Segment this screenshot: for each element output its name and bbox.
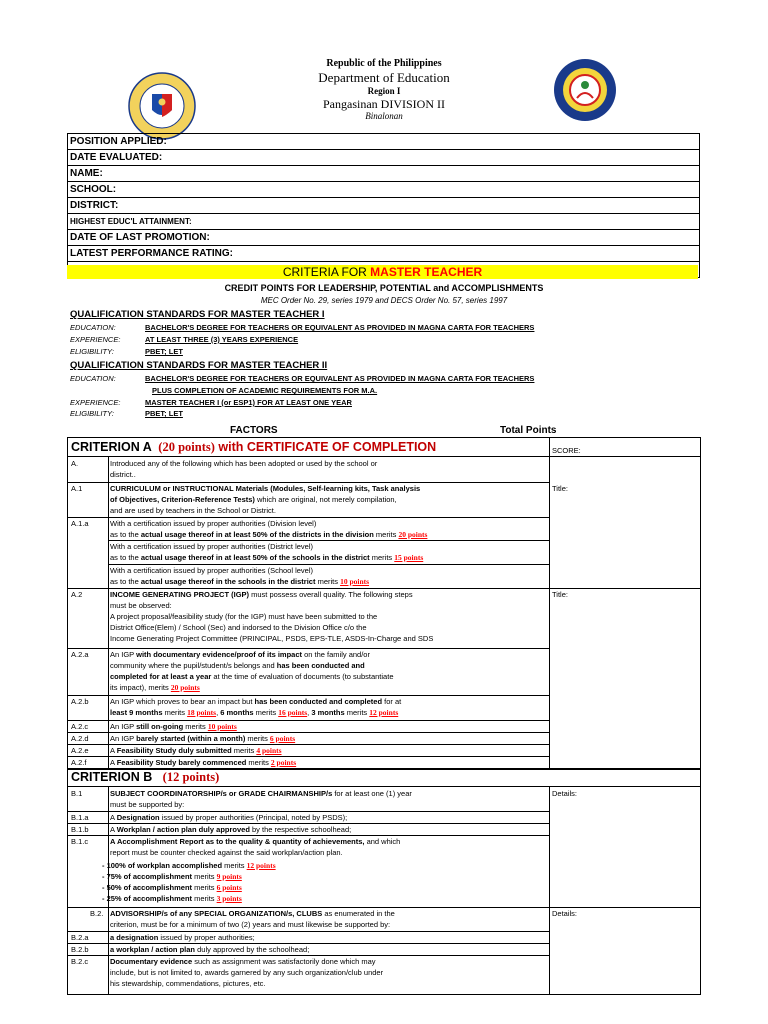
qs1-experience-value: AT LEAST THREE (3) YEARS EXPERIENCE (145, 335, 299, 344)
qs1-experience-label: EXPERIENCE: (70, 335, 121, 344)
points-value: 4 points (256, 746, 282, 755)
row-code: A.2.d (71, 734, 89, 743)
row-text-bold: with documentary evidence/proof of its impact (136, 650, 303, 659)
row-text-line: Introduced any of the following which has been adopted or used by the school or (110, 459, 378, 468)
points-value: 10 points (207, 722, 237, 731)
criterion-a-table (67, 437, 701, 770)
mec-order-line: MEC Order No. 29, series 1979 and DECS Order No. 57, series 1997 (260, 296, 508, 305)
row-text-line: merits (192, 883, 217, 892)
row-text-line: merits (192, 872, 217, 881)
row-code: B.2. (90, 909, 104, 918)
row-text (110, 518, 550, 540)
row-code: A.2 (71, 590, 83, 599)
qs2-eligibility-value: PBET; LET (145, 409, 183, 418)
row-text-line: With a certification issued by proper authorities (Division level) (110, 519, 317, 528)
code-column-divider (108, 456, 109, 769)
row-text-line: An IGP (110, 734, 137, 743)
details-label: Details: (552, 909, 578, 918)
row-text-bold: 3 months (311, 708, 345, 717)
row-text-bold: of Objectives, Criterion-Reference Tests) (110, 495, 255, 504)
qs1-experience-row (70, 335, 710, 346)
points-value: 6 points (269, 734, 296, 743)
district-field[interactable]: DISTRICT: (68, 198, 699, 214)
row-text-line: must be supported by: (110, 800, 185, 809)
qs2-experience-label: EXPERIENCE: (70, 398, 121, 407)
row-text-line: merits (162, 708, 188, 717)
row-text-bold: has been conducted and completed (254, 697, 383, 706)
row-text-bold: least 9 months (110, 708, 163, 717)
row-text-bold: Documentary evidence (110, 957, 193, 966)
row-text (110, 932, 550, 943)
row-text-bold: A Accomplishment Report as to the quality & quantity of achievements, (110, 837, 365, 846)
points-value: 16 points (278, 708, 308, 717)
row-text-line: criterion, must be for a minimum of two (2) years and must likewise be supported by: (110, 920, 391, 929)
row-text-bold: actual usage thereof in at least 50% of the districts in the division (140, 530, 374, 539)
row-text-line: issued by proper authorities; (158, 933, 255, 942)
criterion-a-label: CRITERION A (71, 440, 152, 454)
row-text-line: A (110, 825, 117, 834)
row-divider (68, 786, 700, 787)
row-text-line: his stewardship, commendations, pictures, etc. (110, 979, 266, 988)
name-field[interactable]: NAME: (68, 166, 699, 182)
title-label: Title: (552, 590, 568, 599)
division-line: Pangasinan DIVISION II (323, 97, 445, 111)
row-text-bold: SUBJECT COORDINATORSHIP/s or GRADE CHAIRMANSHIP/s (110, 789, 333, 798)
row-text-bold: a workplan / action plan (110, 945, 196, 954)
row-code: B.2.a (71, 933, 89, 942)
row-text-line: An IGP (110, 650, 137, 659)
row-text-line: merits (246, 758, 271, 767)
qs2-experience-row (70, 398, 710, 409)
row-code: B.1.b (71, 825, 89, 834)
row-text (110, 649, 550, 693)
qs2-education-value-2: PLUS COMPLETION OF ACADEMIC REQUIREMENTS FOR M.A. (152, 386, 378, 395)
row-text-line: as to the (110, 553, 141, 562)
row-code: A.1.a (71, 519, 89, 528)
date-evaluated-field[interactable]: DATE EVALUATED: (68, 150, 699, 166)
score-label: SCORE: (552, 446, 581, 455)
row-text-line: report must be counter checked against the said workplan/action plan. (110, 848, 343, 857)
letterhead (0, 58, 768, 122)
row-text-bold: Feasibility Study duly submitted (116, 746, 232, 755)
row-text-line: for at (382, 697, 402, 706)
qs1-eligibility-label: ELIGIBILITY: (70, 347, 114, 356)
row-text-bold: INCOME GENERATING PROJECT (IGP) (110, 590, 250, 599)
row-text-line: such as assignment was satisfactorily done which may (192, 957, 376, 966)
row-text-line: its impact), merits (110, 683, 171, 692)
row-text-line: merits (369, 553, 395, 562)
row-text-line: merits (344, 708, 370, 717)
row-text-line: community where the pupil/student/s belongs and (110, 661, 277, 670)
row-text (110, 745, 550, 756)
row-text-bold: has been conducted and (276, 661, 365, 670)
region-line: Region I (367, 86, 401, 96)
row-text-line: for at least one (1) year (332, 789, 412, 798)
qs1-heading: QUALIFICATION STANDARDS FOR MASTER TEACHER I (70, 309, 325, 320)
highest-educ-field[interactable]: HIGHEST EDUC'L ATTAINMENT: (68, 214, 699, 230)
qs2-education-value: BACHELOR'S DEGREE FOR TEACHERS OR EQUIVALENT AS PROVIDED IN MAGNA CARTA FOR TEACHERS (145, 374, 535, 383)
criterion-a-points: (20 points) (158, 440, 215, 454)
row-code: B.1 (71, 789, 83, 798)
points-value: 15 points (394, 553, 424, 562)
qs2-eligibility-row (70, 409, 710, 420)
criterion-b-points: (12 points) (162, 770, 220, 784)
row-text-line: issued by proper authorities (Principal, noted by PSDS); (159, 813, 348, 822)
qs2-education-label: EDUCATION: (70, 374, 116, 383)
criteria-title-prefix: CRITERIA FOR (282, 265, 371, 279)
criterion-a-heading (71, 440, 436, 455)
row-text-line: A (110, 813, 117, 822)
row-text-bold: - 25% of accomplishment (102, 894, 193, 903)
row-text-bold: 6 months (220, 708, 254, 717)
points-value: 20 points (398, 530, 428, 539)
row-text-line: merits (192, 894, 217, 903)
department-line: Department of Education (318, 70, 450, 85)
row-text-line: and which (364, 837, 401, 846)
points-value: 12 points (246, 861, 276, 870)
row-text-line: at the time of evaluation of documents (to substantiate (211, 672, 394, 681)
row-text-bold: still on-going (136, 722, 184, 731)
row-text-line: merits (315, 577, 341, 586)
row-text (110, 541, 550, 563)
division-seal-icon (553, 58, 617, 122)
row-text (110, 565, 550, 587)
qs2-education-row (70, 374, 710, 385)
row-text-line: by the respective schoolhead; (249, 825, 352, 834)
row-text-line: An IGP which proves to bear an impact but (110, 697, 255, 706)
points-value: 3 points (216, 894, 242, 903)
row-text-line: as to the (110, 530, 141, 539)
criterion-b-label: CRITERION B (71, 770, 153, 784)
row-text-line: , (307, 708, 312, 717)
row-code: B.2.b (71, 945, 89, 954)
row-text-line: district.. (110, 470, 136, 479)
credit-points-heading: CREDIT POINTS FOR LEADERSHIP, POTENTIAL and ACCOMPLISHMENTS (224, 283, 544, 293)
row-text (110, 908, 550, 930)
row-text (110, 757, 550, 768)
row-text-line: A (110, 758, 117, 767)
row-text-bold: Designation (116, 813, 160, 822)
row-text (110, 733, 550, 744)
school-field[interactable]: SCHOOL: (68, 182, 699, 198)
row-text (110, 696, 550, 718)
latest-performance-field[interactable]: LATEST PERFORMANCE RATING: (68, 246, 699, 262)
row-code: B.1.c (71, 837, 89, 846)
row-text (110, 824, 550, 835)
row-text-bold: - 100% of workplan accomplished (102, 861, 223, 870)
row-text-bold: actual usage thereof in the schools in the district (140, 577, 316, 586)
qs2-education-row-2 (70, 386, 710, 397)
row-text-line: must possess overall quality. The following steps (249, 590, 413, 599)
row-text-line: as to the (110, 577, 141, 586)
row-text-line: A project proposal/feasibility study (for the IGP) must have been submitted to the (110, 612, 378, 621)
row-text-bold: completed for at least a year (110, 672, 212, 681)
row-text-line: must be observed: (110, 601, 172, 610)
applicant-info-table (67, 133, 700, 278)
qs1-education-label: EDUCATION: (70, 323, 116, 332)
criterion-b-table (67, 768, 701, 995)
row-text (110, 836, 550, 858)
row-text-line: merits (183, 722, 208, 731)
row-text-bold: - 50% of accomplishment (102, 883, 193, 892)
row-text-line: District Office(Elem) / School (Sec) and indorsed to the Division Office c/o the (110, 623, 367, 632)
points-value: 18 points (187, 708, 217, 717)
points-value: 20 points (170, 683, 200, 692)
row-text-line: as enumerated in the (322, 909, 395, 918)
row-text-line: merits (253, 708, 279, 717)
position-applied-field[interactable]: POSITION APPLIED: (68, 134, 699, 150)
row-text-line: With a certification issued by proper authorities (District level) (110, 542, 313, 551)
row-text-line: merits (231, 746, 257, 755)
row-text-bold: actual usage thereof in at least 50% of the schools in the district (140, 553, 370, 562)
row-text (102, 860, 542, 904)
details-label: Details: (552, 789, 578, 798)
factors-heading: FACTORS (230, 425, 278, 436)
qs1-education-value: BACHELOR'S DEGREE FOR TEACHERS OR EQUIVALENT AS PROVIDED IN MAGNA CARTA FOR TEACHERS (145, 323, 535, 332)
criterion-a-cert: with CERTIFICATE OF COMPLETION (218, 440, 437, 454)
row-code: A.2.b (71, 697, 89, 706)
row-text-bold: Workplan / action plan duly approved (116, 825, 250, 834)
row-text (110, 589, 550, 644)
row-divider (68, 768, 700, 769)
row-code: A.2.e (71, 746, 89, 755)
town-line: Binalonan (365, 111, 403, 121)
row-text-bold: - 75% of accomplishment (102, 872, 193, 881)
row-text-line: A (110, 746, 117, 755)
row-divider (68, 456, 700, 457)
row-text-line: An IGP (110, 722, 137, 731)
title-label: Title: (552, 484, 568, 493)
row-text-line: Income Generating Project Committee (PRINCIPAL, PSDS, EPS-TLE, ASDS-In-Charge and SDS (110, 634, 434, 643)
row-code: A.2.a (71, 650, 89, 659)
qs2-experience-value: MASTER TEACHER I (or ESP1) FOR AT LEAST ONE YEAR (145, 398, 352, 407)
row-text (110, 483, 550, 516)
row-text-line: , (216, 708, 221, 717)
points-value: 2 points (270, 758, 297, 767)
row-text-line: With a certification issued by proper authorities (School level) (110, 566, 314, 575)
points-value: 12 points (369, 708, 399, 717)
criterion-b-heading (71, 770, 219, 785)
row-text-line: merits (373, 530, 399, 539)
row-text-line: on the family and/or (302, 650, 370, 659)
points-value: 6 points (216, 883, 242, 892)
row-text (110, 458, 550, 480)
row-text-bold: ADVISORSHIP/s of any SPECIAL ORGANIZATION/s, CLUBS (110, 909, 323, 918)
row-text (110, 944, 550, 955)
qs1-eligibility-row (70, 347, 710, 358)
row-code: B.2.c (71, 957, 89, 966)
deped-seal-icon (128, 72, 196, 140)
row-code: A.1 (71, 484, 83, 493)
row-text-line: merits (245, 734, 270, 743)
points-value: 9 points (216, 872, 242, 881)
row-code: A. (71, 459, 79, 468)
qs1-education-row (70, 323, 710, 334)
total-points-heading: Total Points (500, 425, 557, 436)
row-text-bold: barely started (within a month) (136, 734, 246, 743)
row-text-line: which are original, not merely compilation, (254, 495, 397, 504)
row-text-bold: CURRICULUM or INSTRUCTIONAL Materials (Modules, Self-learning kits, Task analysis (110, 484, 421, 493)
date-last-promotion-field[interactable]: DATE OF LAST PROMOTION: (68, 230, 699, 246)
row-text (110, 721, 550, 732)
row-text-line: include, but is not limited to, awards garnered by any such organization/club under (110, 968, 384, 977)
row-text (110, 788, 550, 810)
row-code: A.2.c (71, 722, 89, 731)
row-code: A.2.f (71, 758, 87, 767)
points-value: 10 points (340, 577, 370, 586)
row-code: B.1.a (71, 813, 89, 822)
row-text (110, 812, 550, 823)
qs2-eligibility-label: ELIGIBILITY: (70, 409, 114, 418)
qs2-heading: QUALIFICATION STANDARDS FOR MASTER TEACHER II (70, 360, 328, 371)
row-text-line: duly approved by the schoolhead; (195, 945, 310, 954)
row-text-bold: a designation (110, 933, 159, 942)
republic-line: Republic of the Philippines (326, 58, 442, 69)
qs1-eligibility-value: PBET; LET (145, 347, 183, 356)
row-text (110, 956, 550, 989)
row-text-bold: Feasibility Study barely commenced (116, 758, 247, 767)
criteria-title-highlight: MASTER TEACHER (370, 265, 483, 279)
row-text-line: merits (222, 861, 247, 870)
row-text-line: and are used by teachers in the School or District. (110, 506, 276, 515)
criteria-title (67, 265, 698, 279)
